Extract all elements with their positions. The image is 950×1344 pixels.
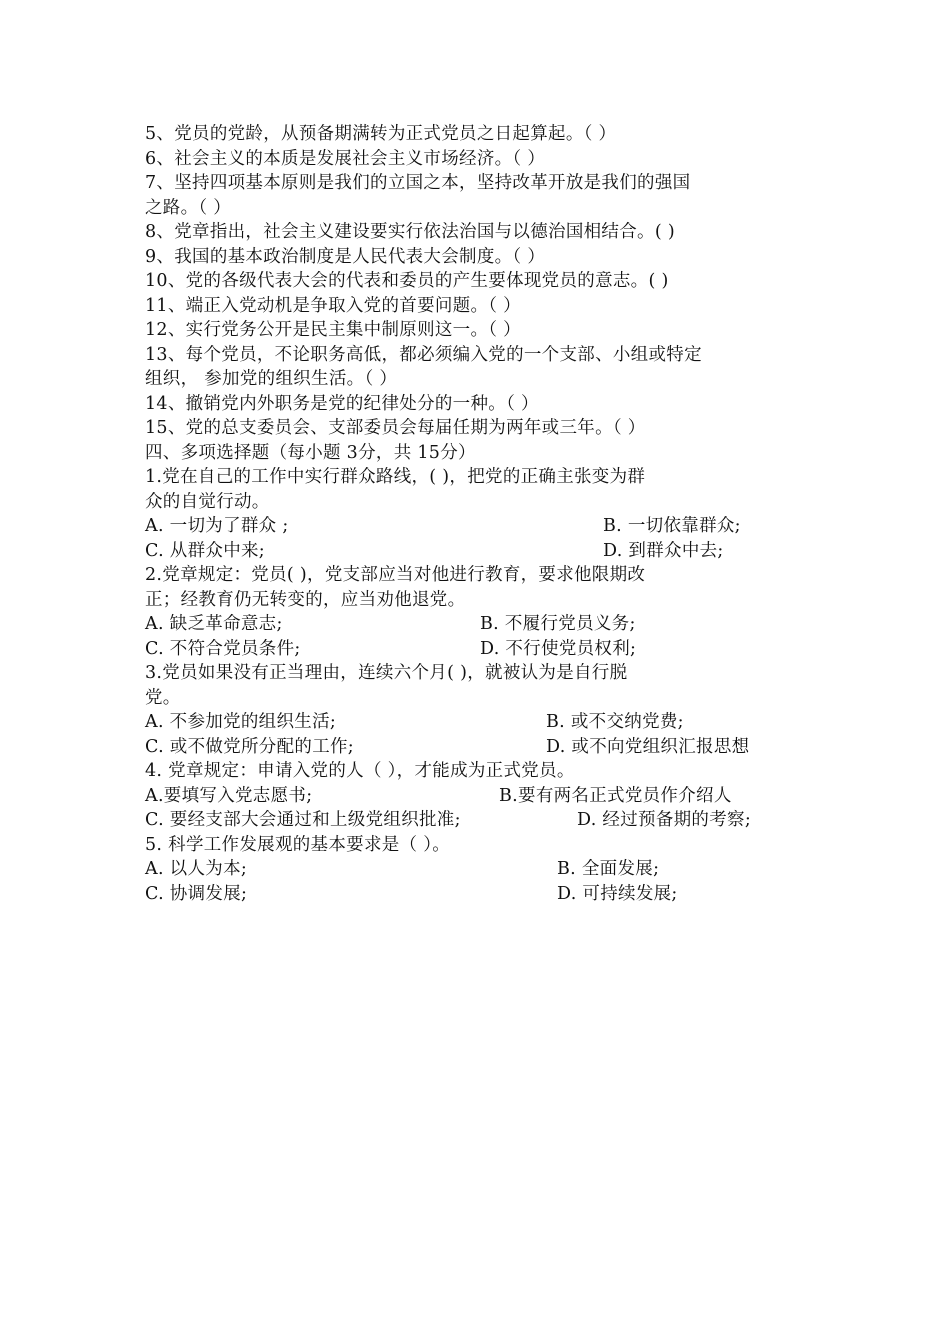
judgment-item-10: 10、党的各级代表大会的代表和委员的产生要体现党员的意志。( ) bbox=[145, 271, 669, 291]
question-4-option-b: B.要有两名正式党员作介绍人 bbox=[499, 785, 732, 806]
question-5-options-row2 bbox=[145, 882, 810, 907]
question-3-options-row1 bbox=[145, 710, 810, 735]
question-2-option-a: A. 缺乏革命意志; bbox=[145, 614, 283, 634]
judgment-item-5: 5、党员的党龄，从预备期满转为正式党员之日起算起。（ ） bbox=[145, 124, 617, 144]
question-4-option-a: A.要填写入党志愿书; bbox=[145, 785, 313, 806]
question-1-option-c: C. 从群众中来; bbox=[145, 540, 265, 561]
question-5-option-d: D. 可持续发展; bbox=[557, 883, 678, 904]
question-2-stem-line1: 2.党章规定：党员( )，党支部应当对他进行教育，要求他限期改 bbox=[145, 565, 646, 585]
question-3-options-row2 bbox=[145, 735, 810, 760]
question-2-option-b: B. 不履行党员义务; bbox=[480, 614, 636, 634]
question-2-stem-line2: 正；经教育仍无转变的，应当劝他退党。 bbox=[145, 589, 466, 610]
question-4-options-row2 bbox=[145, 808, 810, 833]
question-5-options-row1 bbox=[145, 857, 810, 882]
question-2-options-row1 bbox=[145, 612, 810, 637]
judgment-item-9: 9、我国的基本政治制度是人民代表大会制度。（ ） bbox=[145, 246, 546, 267]
question-1-options-row1 bbox=[145, 514, 810, 539]
question-1-options-row2 bbox=[145, 539, 810, 564]
judgment-item-13-line2: 组织， 参加党的组织生活。（ ） bbox=[145, 369, 398, 389]
question-3-option-a: A. 不参加党的组织生活; bbox=[145, 712, 337, 732]
judgment-item-7-line1: 7、坚持四项基本原则是我们的立国之本，坚持改革开放是我们的强国 bbox=[145, 173, 691, 193]
question-5-option-c: C. 协调发展; bbox=[145, 883, 248, 904]
judgment-item-7-line2: 之路。（ ） bbox=[145, 197, 232, 218]
document-body bbox=[145, 122, 810, 906]
question-4-stem: 4. 党章规定：申请入党的人（ ），才能成为正式党员。 bbox=[145, 761, 575, 781]
question-2-option-d: D. 不行使党员权利; bbox=[480, 638, 637, 659]
question-3-stem-line1: 3.党员如果没有正当理由，连续六个月( )，就被认为是自行脱 bbox=[145, 663, 628, 683]
question-5-stem: 5. 科学工作发展观的基本要求是（ ）。 bbox=[145, 834, 451, 855]
judgment-item-15: 15、党的总支委员会、支部委员会每届任期为两年或三年。（ ） bbox=[145, 418, 646, 438]
section-title: 四、多项选择题（每小题 3分，共 15分） bbox=[145, 442, 476, 463]
judgment-item-12: 12、实行党务公开是民主集中制原则这一。（ ） bbox=[145, 320, 521, 340]
judgment-item-14: 14、撤销党内外职务是党的纪律处分的一种。（ ） bbox=[145, 393, 539, 414]
question-4-option-c: C. 要经支部大会通过和上级党组织批准; bbox=[145, 810, 461, 830]
judgment-item-11: 11、端正入党动机是争取入党的首要问题。（ ） bbox=[145, 295, 521, 316]
question-3-option-d: D. 或不向党组织汇报思想 bbox=[546, 736, 750, 757]
question-2-option-c: C. 不符合党员条件; bbox=[145, 638, 301, 659]
judgment-item-8: 8、党章指出，社会主义建设要实行依法治国与以德治国相结合。( ) bbox=[145, 222, 675, 242]
question-3-option-c: C. 或不做党所分配的工作; bbox=[145, 736, 354, 757]
question-1-option-b: B. 一切依靠群众; bbox=[603, 516, 741, 536]
question-5-option-b: B. 全面发展; bbox=[557, 859, 660, 879]
judgment-item-6: 6、社会主义的本质是发展社会主义市场经济。（ ） bbox=[145, 148, 546, 169]
question-3-option-b: B. 或不交纳党费; bbox=[546, 712, 684, 732]
question-4-option-d: D. 经过预备期的考察; bbox=[577, 810, 752, 830]
judgment-item-13-line1: 13、每个党员，不论职务高低，都必须编入党的一个支部、小组或特定 bbox=[145, 344, 702, 365]
question-1-option-d: D. 到群众中去; bbox=[603, 540, 724, 561]
question-1-stem-line2: 众的自觉行动。 bbox=[145, 491, 270, 512]
question-2-options-row2 bbox=[145, 637, 810, 662]
question-3-stem-line2: 党。 bbox=[145, 687, 181, 708]
question-5-option-a: A. 以人为本; bbox=[145, 859, 248, 879]
question-4-options-row1 bbox=[145, 784, 810, 809]
question-1-option-a: A. 一切为了群众 ; bbox=[145, 516, 289, 536]
question-1-stem-line1: 1.党在自己的工作中实行群众路线，( )，把党的正确主张变为群 bbox=[145, 467, 646, 487]
